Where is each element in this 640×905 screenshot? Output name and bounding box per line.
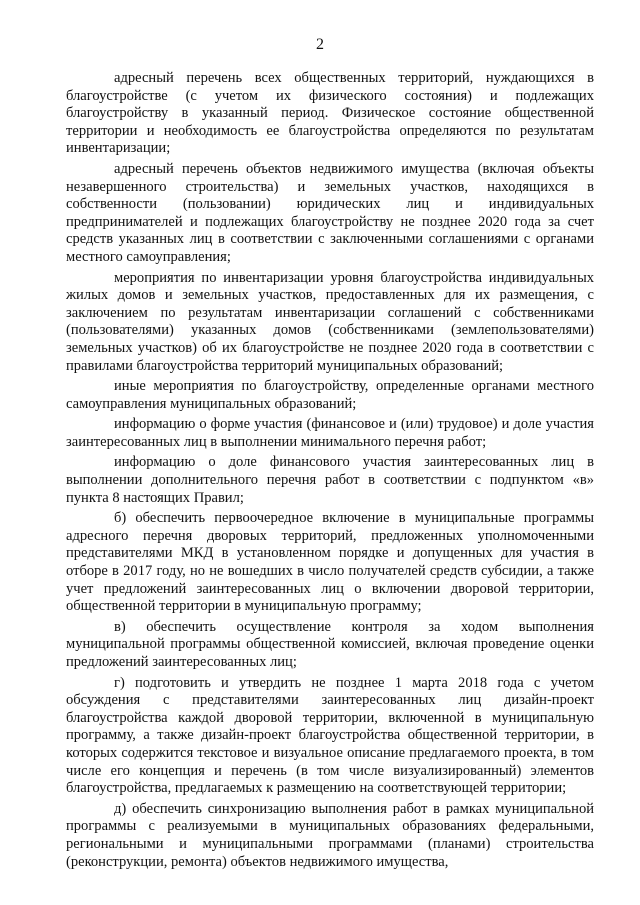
paragraph: информацию о форме участия (финансовое и (или) трудовое) и доле участия заинтересованных лиц в выполнении минимального перечня работ; <box>66 416 594 450</box>
paragraph: адресный перечень всех общественных территорий, нуждающихся в благоустройстве (с учетом их физического состояния) и подлежащих благоустройству в указанный период. Физическое состояние общественной территории и необходимость ее благоустройства определяются по результатам инвентаризации; <box>66 70 594 157</box>
paragraph: адресный перечень объектов недвижимого имущества (включая объекты незавершенного строительства) и земельных участков, находящихся в собственности (пользовании) юридических лиц и индивидуальных предпринимателей и подлежащих благоустройству не позднее 2020 года за счет средств указанных лиц в соответствии с заключенными соглашениями с органами местного самоуправления; <box>66 160 594 265</box>
page-number: 2 <box>316 36 324 53</box>
paragraph: б) обеспечить первоочередное включение в муниципальные программы адресного перечня дворовых территорий, предложенных уполномоченными представителями МКД в установленном порядке и допущенных для участия в отборе в 2017 году, но не вошедших в число получателей средств субсидии, а также учет предложений заинтересованных лиц о включении дворовой территории, общественной территории в муниципальную программу; <box>66 510 594 615</box>
document-body <box>66 70 594 874</box>
paragraph: информацию о доле финансового участия заинтересованных лиц в выполнении дополнительного перечня работ в соответствии с подпунктом «в» пункта 8 настоящих Правил; <box>66 454 594 506</box>
paragraph: мероприятия по инвентаризации уровня благоустройства индивидуальных жилых домов и земельных участков, предоставленных для их размещения, с заключением по результатам инвентаризации соглашений с собственниками (пользователями) указанных домов (собственниками (землепользователями) земельных участков) об их благоустройстве не позднее 2020 года в соответствии с правилами благоустройства территорий муниципальных образований; <box>66 269 594 374</box>
paragraph: г) подготовить и утвердить не позднее 1 марта 2018 года с учетом обсуждения с представителями заинтересованных лиц дизайн-проект благоустройства каждой дворовой территории, включенной в муниципальную программу, а также дизайн-проект благоустройства общественной территории, в которых содержится текстовое и визуальное описание предлагаемого проекта, в том числе его концепция и перечень (в том числе визуализированный) элементов благоустройства, предлагаемых к размещению на соответствующей территории; <box>66 674 594 797</box>
paragraph: иные мероприятия по благоустройству, определенные органами местного самоуправления муниципальных образований; <box>66 378 594 412</box>
paragraph: в) обеспечить осуществление контроля за ходом выполнения муниципальной программы общественной комиссией, включая проведение оценки предложений заинтересованных лиц; <box>66 618 594 670</box>
paragraph: д) обеспечить синхронизацию выполнения работ в рамках муниципальной программы с реализуемыми в муниципальных образованиях федеральными, региональными и муниципальными программами (планами) строительства (реконструкции, ремонта) объектов недвижимого имущества, <box>66 800 594 870</box>
